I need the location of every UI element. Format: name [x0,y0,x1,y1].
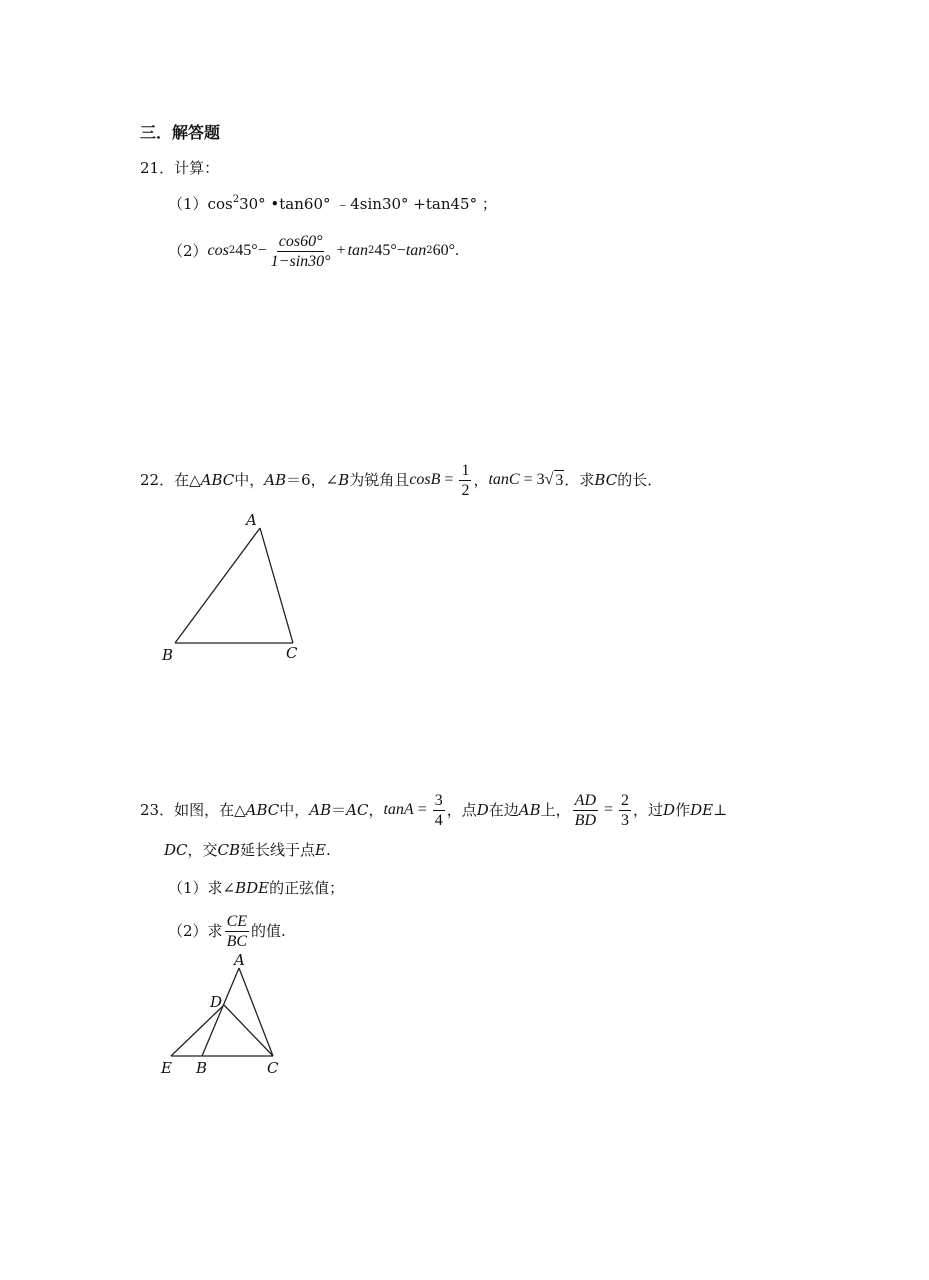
q23-text: ＝ [331,801,347,819]
q23-fraction-2 [573,792,598,829]
q23-frac1-den: 4 [434,811,443,829]
q23-part1-label: （1） [168,879,208,897]
q23-side-ac [239,968,273,1056]
q22-cosb: cosB [409,471,441,488]
q21-part2-tan2: tan [405,242,427,259]
q23-part1 [168,878,344,898]
q22-abc: ABC [200,471,235,489]
q23-bde: BDE [235,879,270,897]
q23-fraction-3 [619,792,631,829]
q21-part1-exp: 2 [232,194,240,205]
q23-text: 的正弦值； [269,879,345,897]
q23-text: 作 [675,801,691,819]
q23-cb: CB [217,841,241,859]
q23-text: 延长线于点 [240,841,316,859]
q22-label-b: B [162,646,174,664]
q23-stem [140,787,727,833]
q23-d2: D [663,801,676,819]
q23-text: 中， [279,801,310,819]
q21-part1-cos: cos [207,195,233,213]
q23-ab: AB [309,801,332,819]
q23-abc: ABC [245,801,280,819]
q23-frac2-den: BD [574,811,596,829]
q23-text: 求 [207,922,223,940]
q22-fraction [459,462,471,499]
q23-text: 求∠ [207,879,236,897]
q23-eq: = [413,801,431,818]
q23-e: E [315,841,326,859]
q23-frac3-num: 2 [621,791,630,809]
q22-tanc: tanC [488,471,520,488]
q21-part2-a3: 60°. [432,242,460,259]
q21-part2-label: （2） [168,242,208,260]
q23-label-a: A [234,951,245,969]
q23-fraction-1 [433,792,445,829]
q23-tana: tanA [383,801,414,818]
q23-text: 在边 [488,801,519,819]
q22-text: 在△ [174,471,201,489]
q22-text: 中， [234,471,265,489]
q23-eq2: = [600,801,618,818]
q23-ab2: AB [518,801,541,819]
q22-text: ＝6，∠ [286,471,339,489]
q23-part2-label: （2） [168,922,208,940]
q23-text: ， [368,801,384,819]
q21-part1-rest: 30° •tan60° ﹣4sin30° +tan45° ； [239,195,497,213]
q23-segment-de [171,1005,224,1056]
q22-text: ．求 [564,471,595,489]
q22-triangle-figure [150,505,320,670]
q21-part2-frac-num: cos60° [278,232,323,250]
q22-number: 22． [140,471,175,489]
q22-b: B [338,471,350,489]
q21-number: 21． [140,159,175,177]
q22-label-c: C [286,644,298,662]
q22-label-a: A [246,511,257,529]
q23-part2-frac-num: CE [226,912,248,930]
q23-triangle-figure [150,945,310,1080]
q22-ab: AB [264,471,287,489]
q21-part2-a1: 45°− [235,242,267,259]
q22-text: 为锐角且 [349,471,410,489]
q23-frac1-num: 3 [434,791,443,809]
q21-part2-tan1: tan [347,242,369,259]
q23-text: 如图，在△ [174,801,246,819]
q23-number: 23． [140,801,175,819]
q22-eq: = [440,471,458,488]
q21-part1 [168,194,497,214]
q23-d: D [476,801,489,819]
q22-frac-den: 2 [461,481,470,499]
q21-part2-frac-den: 1−sin30° [270,252,331,270]
q23-dc: DC [164,841,188,859]
q23-label-c: C [267,1059,279,1077]
q22-frac-num: 1 [461,461,470,479]
q23-text: 的值. [251,922,286,940]
q22-text: 的长． [617,471,663,489]
q23-label-e: E [161,1059,172,1077]
q23-frac3-den: 3 [621,811,630,829]
q21-stem [140,158,219,178]
q21-part2-plus: + [336,242,346,259]
q23-de: DE [690,801,714,819]
q23-part2-frac-den: BC [226,932,248,950]
q22-eq2: = 3 [519,471,545,488]
q23-ac: AC [346,801,369,819]
q23-segment-dc [224,1005,273,1056]
q23-text: 上， [540,801,571,819]
q21-part2-fraction [269,233,333,270]
q22-stem: 22． 在△ ABC 中， AB ＝6，∠ B 为锐角且 cosB = $\frac{1}{2}$ ， tanC = 3 √ 3 ．求 BC 的长． [140,461,663,499]
q22-bc: BC [594,471,618,489]
q23-line2 [164,840,331,860]
q23-label-d: D [210,993,223,1011]
q21-part1-label: （1） [168,195,208,213]
q23-text: ，点 [446,801,477,819]
q22-side-ab [175,528,260,643]
q23-part2-fraction [225,913,249,950]
q23-text: ，交 [187,841,218,859]
q22-text: ， [473,471,489,489]
q23-text: ⊥ [713,801,728,819]
q23-text: ，过 [633,801,664,819]
q23-frac2-num: AD [574,791,596,809]
q21-stem-text: 计算： [174,159,220,177]
section-title: 三．解答题 [140,123,221,142]
q21-part2-cos: cos [207,242,229,259]
q23-side-ab [202,968,239,1056]
q23-text: . [326,841,331,859]
q22-sqrt: 3 [555,471,564,489]
q22-side-ac [260,528,293,643]
q23-label-b: B [196,1059,208,1077]
q21-part2-a2: 45°− [374,242,406,259]
q21-part2: （2） cos 2 45°− $\frac{\cos 60^\circ}{1-\sin 30^\circ}$ + tan 2 45°− tan 2 60°. [168,232,460,270]
